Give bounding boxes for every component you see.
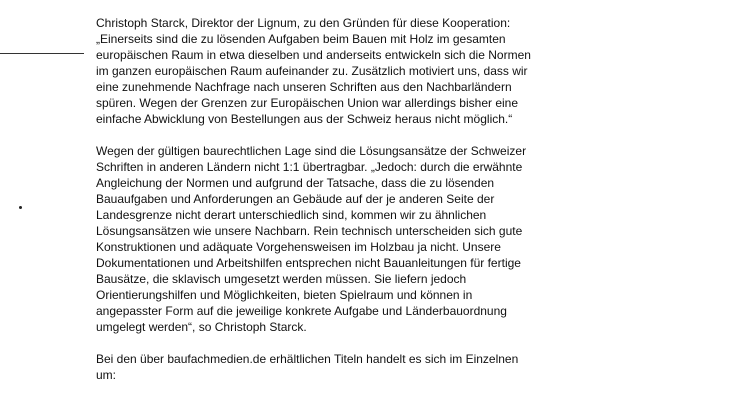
text-line: Christoph Starck, Direktor der Lignum, zu den Gründen für diese Kooperation: [96, 16, 511, 30]
text-line: „Einerseits sind die zu lösenden Aufgaben beim Bauen mit Holz im gesamten [96, 32, 506, 46]
text-line: Schriften in anderen Ländern nicht 1:1 übertragbar. „Jedoch: durch die erwähnte [96, 160, 523, 174]
text-line: Bei den über baufachmedien.de erhältlichen Titeln handelt es sich im Einzelnen [96, 352, 519, 366]
text-line: Landesgrenze nicht derart unterschiedlich sind, kommen wir zu ähnlichen [96, 208, 487, 222]
article-text [96, 15, 576, 399]
text-line: europäischen Raum in etwa dieselben und anderseits entwickeln sich die Normen [96, 48, 531, 62]
text-line: Wegen der gültigen baurechtlichen Lage sind die Lösungsansätze der Schweizer [96, 144, 527, 158]
text-line: Orientierungshilfen und Möglichkeiten, bieten Spielraum und können in [96, 288, 473, 302]
margin-rule [0, 53, 84, 54]
text-line: Lösungsansätzen wie unsere Nachbarn. Rein technisch unterscheiden sich gute [96, 224, 523, 238]
margin-bullet-dot [19, 206, 22, 209]
text-line: einfache Abwicklung von Bestellungen aus der Schweiz heraus nicht möglich.“ [96, 112, 513, 126]
text-line: eine zunehmende Nachfrage nach unseren Schriften aus den Nachbarländern [96, 80, 512, 94]
text-line: Dokumentationen und Arbeitshilfen entsprechen nicht Bauanleitungen für fertige [96, 256, 521, 270]
paragraph-titel-intro [96, 351, 576, 383]
text-line: um: [96, 368, 117, 382]
text-line: Angleichung der Normen und aufgrund der Tatsache, dass die zu lösenden [96, 176, 495, 190]
paragraph-baurecht [96, 143, 576, 335]
paragraph-quote-kooperation [96, 15, 576, 127]
text-line: angepasster Form auf die jeweilige konkrete Aufgabe und Länderbauordnung [96, 304, 507, 318]
text-line: Bauaufgaben und Anforderungen an Gebäude auf der je anderen Seite der [96, 192, 495, 206]
text-line: im ganzen europäischen Raum aufeinander zu. Zusätzlich motiviert uns, dass wir [96, 64, 528, 78]
text-line: Bausätze, die sklavisch umgesetzt werden müssen. Sie liefern jedoch [96, 272, 467, 286]
text-line: spüren. Wegen der Grenzen zur Europäischen Union war allerdings bisher eine [96, 96, 519, 110]
text-line: Konstruktionen und adäquate Vorgehensweisen im Holzbau ja nicht. Unsere [96, 240, 501, 254]
text-line: umgelegt werden“, so Christoph Starck. [96, 320, 307, 334]
